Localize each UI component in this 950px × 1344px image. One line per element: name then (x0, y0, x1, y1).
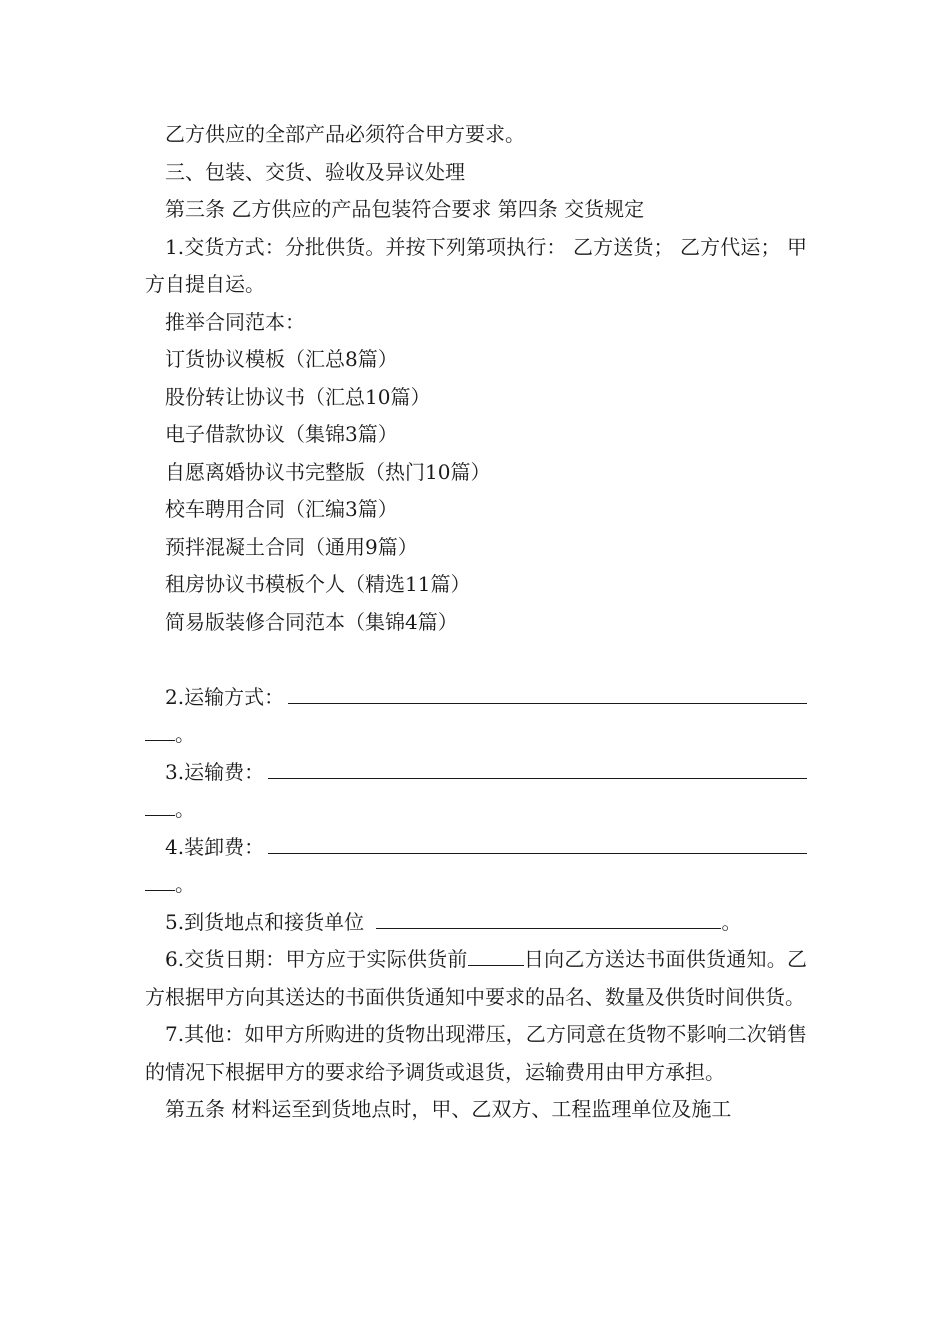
loading-fee-blank (268, 829, 807, 854)
end-mark: 。 (175, 722, 195, 746)
delivery-date-text-a: 6.交货日期：甲方应于实际供货前 (165, 947, 468, 971)
document-body (145, 116, 807, 1129)
recommended-link[interactable]: 校车聘用合同（汇编3篇） (165, 497, 398, 521)
other-terms-paragraph: 7.其他：如甲方所购进的货物出现滞压，乙方同意在货物不影响二次销售的情况下根据甲方的要求给予调货或退货，运输费用由甲方承担。 (145, 1022, 807, 1084)
delivery-date-text-b: 日向乙方送达书面供货通知。乙方根据甲方向其送达的书面供货通知中要求的品名、数量及供货时间供货。 (145, 947, 807, 1009)
end-mark: 。 (175, 797, 195, 821)
article-5-line: 第五条 材料运至到货地点时，甲、乙双方、工程监理单位及施工 (165, 1097, 732, 1121)
loading-fee-tail (145, 866, 807, 904)
transport-fee-label: 3.运输费： (165, 759, 265, 784)
blank-underline (145, 866, 175, 891)
destination-label: 5.到货地点和接货单位 (165, 909, 365, 934)
transport-fee-field (145, 754, 807, 792)
end-mark: 。 (175, 872, 195, 896)
section-heading: 三、包装、交货、验收及异议处理 (165, 159, 465, 184)
recommended-heading: 推举合同范本： (165, 309, 305, 334)
transport-fee-tail (145, 791, 807, 829)
transport-method-field (145, 679, 807, 717)
recommended-link[interactable]: 电子借款协议（集锦3篇） (165, 422, 398, 446)
destination-field (145, 904, 807, 942)
requirement-line: 乙方供应的全部产品必须符合甲方要求。 (165, 122, 525, 146)
blank-line (145, 641, 807, 679)
recommended-link[interactable]: 自愿离婚协议书完整版（热门10篇） (165, 459, 491, 484)
loading-fee-field (145, 829, 807, 867)
delivery-date-paragraph (145, 941, 807, 1016)
recommended-link[interactable]: 预拌混凝土合同（通用9篇） (165, 534, 418, 559)
recommended-link[interactable]: 租房协议书模板个人（精选11篇） (165, 572, 471, 596)
recommended-link[interactable]: 简易版装修合同范本（集锦4篇） (165, 609, 458, 634)
loading-fee-label: 4.装卸费： (165, 834, 265, 859)
delivery-method-paragraph: 1.交货方式：分批供货。并按下列第项执行： 乙方送货； 乙方代运； 甲方自提自运。 (145, 234, 807, 296)
delivery-date-blank (468, 943, 524, 966)
transport-fee-blank (268, 754, 807, 779)
blank-underline (145, 791, 175, 816)
destination-blank (376, 906, 721, 929)
transport-method-label: 2.运输方式： (165, 684, 285, 709)
recommended-link[interactable]: 股份转让协议书（汇总10篇） (165, 384, 431, 409)
transport-method-blank (288, 679, 807, 704)
end-mark: 。 (721, 909, 742, 934)
transport-method-tail (145, 716, 807, 754)
article-3-4-line: 第三条 乙方供应的产品包装符合要求 第四条 交货规定 (165, 197, 645, 221)
recommended-link[interactable]: 订货协议模板（汇总8篇） (165, 347, 398, 371)
blank-underline (145, 716, 175, 741)
